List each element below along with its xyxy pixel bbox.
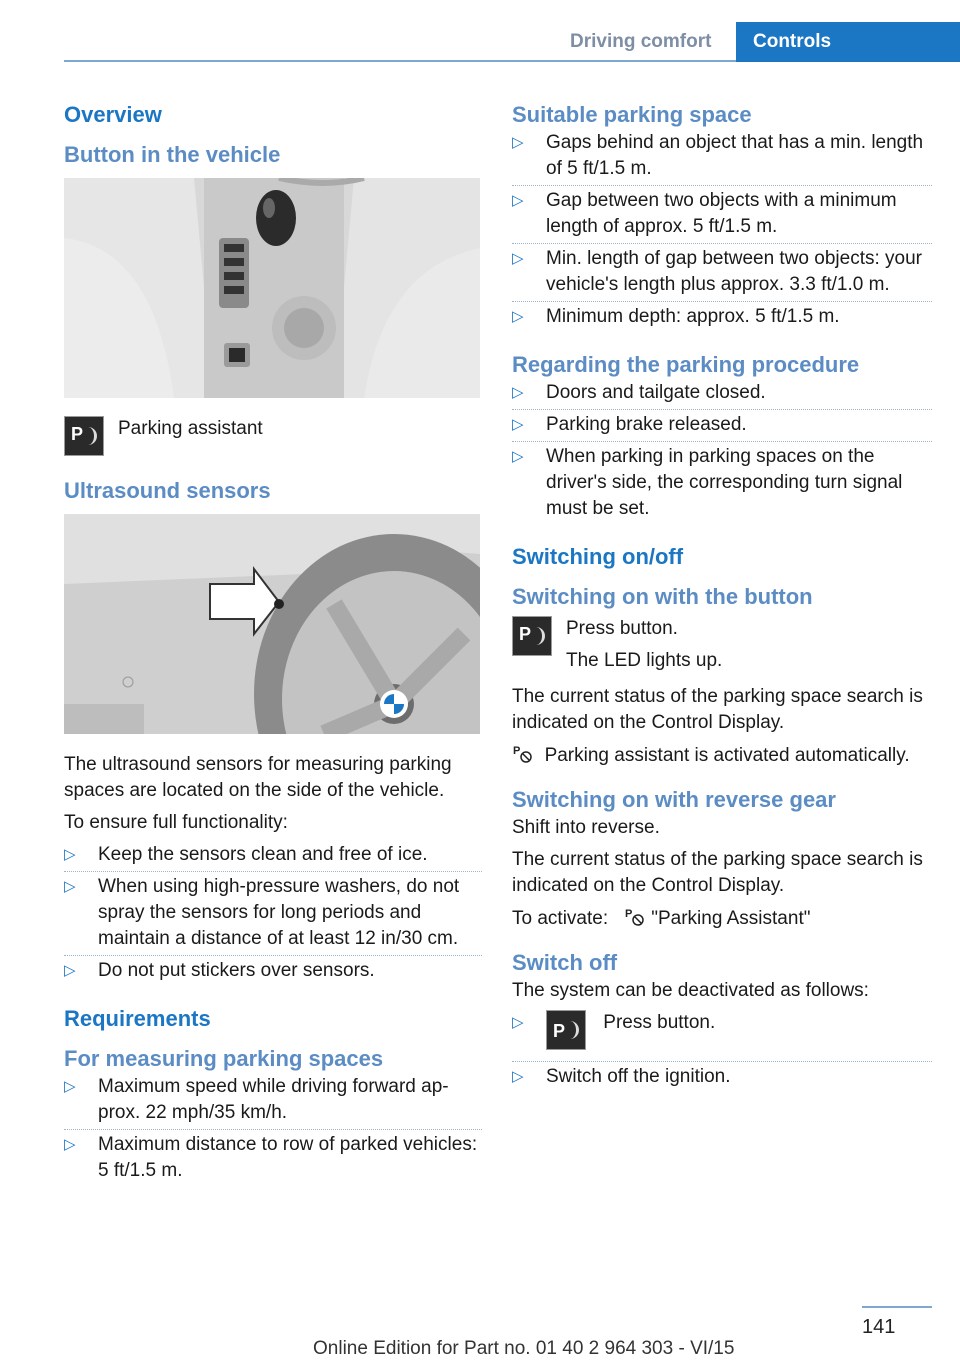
page-header [0,0,960,62]
right-column [512,100,932,1110]
switch-off-item-text: Press button. [603,1012,716,1033]
parking-button-icon: P [512,616,552,656]
parking-assistant-icon [512,742,534,764]
list-item: ▷ Do not put stickers over sensors. [64,958,482,990]
measuring-list [64,1074,482,1190]
list-item: ▷ Doors and tailgate closed. [512,380,932,412]
list-item: ▷ When parking in parking spaces on the driver's side, the corresponding turn signal must be set. [512,444,932,528]
ultrasound-heading: Ultrasound sensors [64,478,271,503]
list-item: ▷ Switch off the ignition. [512,1064,932,1096]
edition-footer: Online Edition for Part no. 01 40 2 964 303 - VI/15 [313,1338,735,1359]
led-text: The LED lights up. [566,650,723,671]
parking-button-icon: ▷ P [546,1010,586,1050]
list-item: ▷ Minimum depth: approx. 5 ft/1.5 m. [512,304,932,336]
to-activate-label: To activate: [512,908,609,929]
ultrasound-text: The ultrasound sensors for measuring parking spaces are located on the side of the vehicle. [64,754,452,801]
auto-activated-text: Parking assistant is activated automatically. [544,745,910,766]
switch-off-heading: Switch off [512,950,618,975]
list-item: ▷ Min. length of gap between two objects: your vehicle's length plus approx. 3.3 ft/1.0 m. [512,246,932,304]
svg-text:P: P [624,908,633,920]
auto-activated-line [512,742,932,769]
requirements-heading: Requirements [64,1006,211,1031]
measuring-heading: For measuring parking spaces [64,1046,384,1071]
header-chapter-tab: Controls [736,22,960,62]
footer-rule [862,1306,932,1308]
press-button-text: Press button. [566,618,678,639]
ultrasound-sensor-photo [64,514,480,734]
switching-heading: Switching on/off [512,544,684,569]
functionality-list [64,842,482,990]
left-column [64,100,482,1204]
parking-assistant-legend [64,416,482,456]
list-item: ▷ When using high-pressure washers, do not spray the sensors for long periods and maintain a distance of at least 12 in/30 cm. [64,874,482,958]
center-console-photo [64,178,480,398]
press-button-block [512,616,932,674]
switch-off-list [512,1010,932,1096]
reverse-heading: Switching on with reverse gear [512,787,836,812]
header-section-title: Driving comfort [570,31,712,52]
to-activate-line [512,905,932,932]
list-item: ▷ Maximum distance to row of parked vehicles: 5 ft/1.5 m. [64,1132,482,1190]
list-item [512,1010,932,1064]
status-text-2: The current status of the parking space search is indicated on the Control Display. [512,849,923,896]
deactivate-intro: The system can be deactivated as follows: [512,980,869,1001]
list-item: ▷ Parking brake released. [512,412,932,444]
list-item: ▷ Keep the sensors clean and free of ice. [64,842,482,874]
parking-assistant-icon [624,905,646,927]
overview-heading: Overview [64,102,162,127]
switch-button-heading: Switching on with the button [512,584,813,609]
svg-text:P: P [513,745,521,757]
button-heading: Button in the vehicle [64,142,281,167]
shift-reverse-text: Shift into reverse. [512,817,660,838]
procedure-list [512,380,932,528]
functionality-intro: To ensure full functionality: [64,812,288,833]
parking-button-icon: P [64,416,104,456]
list-item: ▷ Maximum speed while driving forward approx. 22 mph/35 km/h. [64,1074,482,1132]
list-item: ▷ Gap between two objects with a minimum length of approx. 5 ft/1.5 m. [512,188,932,246]
status-text: The current status of the parking space search is indicated on the Control Display. [512,686,923,733]
icon-caption: Parking assistant [118,418,263,439]
parking-assistant-menu-text: "Parking Assistant" [651,908,811,929]
header-rule [64,60,736,62]
procedure-heading: Regarding the parking procedure [512,352,860,377]
page-number: 141 [862,1316,896,1338]
suitable-list [512,130,932,336]
list-item: ▷ Gaps behind an object that has a min. length of 5 ft/1.5 m. [512,130,932,188]
suitable-heading: Suitable parking space [512,102,752,127]
